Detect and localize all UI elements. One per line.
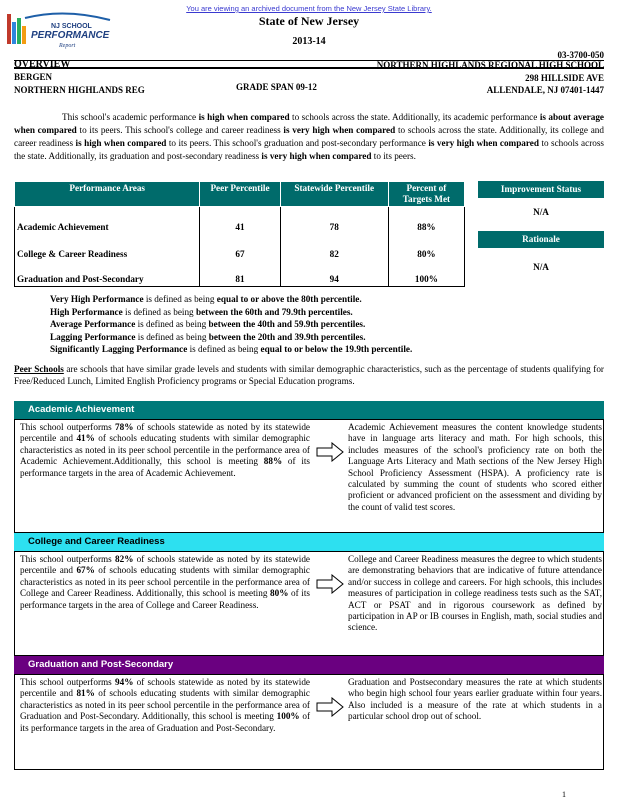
section-left-run: of schools educating students with similar demographic characteristics as noted in its peer school percentile in the performance area of Graduation and Post-Secondary. Additionally, this school is meeting: [20, 688, 310, 722]
definition-line: Significantly Lagging Performance is defined as being equal to or below the 19.9th percentile.: [50, 344, 413, 354]
grade-span: GRADE SPAN 09-12: [236, 82, 317, 92]
improvement-status-value: N/A: [533, 207, 549, 217]
section-right-text: College and Career Readiness measures the degree to which students are demonstrating behaviors that are indicative of future attendance and/or success in college and careers. For high schools, this includes measures of participation in college readiness tests such as the SAT, ACT or PSAT and in rigorous coursework as defined by participation in AP or IB courses in English, math, social studies and science.: [348, 554, 602, 633]
section-left-run: 41%: [76, 433, 95, 444]
section-left-text: [20, 554, 310, 611]
peer-schools-note: Peer Schools are schools that have similar grade levels and students with similar demographic characteristics, such as the percentage of students qualifying for Free/Reduced Lunch, Limited English Proficiency programs or Special Education programs.: [14, 364, 604, 386]
performance-table: [14, 181, 465, 287]
col-header-peer: Peer Percentile: [200, 182, 280, 207]
section-left-run: 67%: [76, 565, 95, 576]
col-header-areas: Performance Areas: [15, 182, 200, 207]
section-left-run: of schools statewide as noted by its statewide percentile and: [20, 422, 310, 444]
section-left-run: 94%: [115, 677, 134, 687]
section-left-text: [20, 677, 310, 734]
definition-line: Very High Performance is defined as being equal to or above the 80th percentile.: [50, 294, 362, 304]
summary-run: This school's academic performance: [62, 112, 199, 122]
section-left-run: of schools statewide as noted by its statewide percentile and: [20, 554, 310, 576]
cell-statewide: 82: [280, 234, 388, 261]
definition-line: High Performance is defined as being between the 60th and 79.9th percentiles.: [50, 306, 353, 317]
definition-line: Lagging Performance is defined as being between the 20th and 39.9th percentiles.: [50, 331, 366, 342]
cell-targets: 80%: [388, 234, 464, 261]
school-year: 2013-14: [292, 36, 326, 47]
summary-run: is high when compared: [198, 112, 290, 122]
section-left-run: This school outperforms: [20, 422, 116, 432]
summary-run: to schools across the state. Additionally, its academic performance: [289, 112, 540, 122]
street-address: 298 HILLSIDE AVE: [525, 73, 604, 83]
cell-peer: 81: [200, 261, 280, 287]
section-left-run: of its performance targets in the area of Graduation and Post-Secondary.: [20, 711, 311, 733]
col-header-statewide: Statewide Percentile: [280, 182, 388, 207]
school-code: 03-3700-050: [557, 50, 604, 60]
right-arrow-icon: [316, 574, 344, 594]
logo-line1: NJ SCHOOL: [51, 23, 92, 30]
logo-line3: Report: [59, 43, 76, 49]
section-header-academic: Academic Achievement: [14, 401, 604, 419]
rationale-value: N/A: [533, 262, 549, 272]
summary-run: is high when compared: [75, 138, 167, 148]
summary-run: is very high when compared: [261, 151, 372, 161]
school-name: NORTHERN HIGHLANDS REGIONAL HIGH SCHOOL: [376, 60, 604, 70]
section-left-run: of its performance targets in the area of Academic Achievement.: [20, 456, 310, 478]
section-left-run: 80%: [270, 588, 289, 599]
cell-peer: 67: [200, 234, 280, 261]
performance-definitions: [50, 293, 412, 356]
improvement-status-header: Improvement Status: [478, 181, 604, 198]
section-left-run: of schools statewide as noted by its statewide percentile and: [20, 677, 310, 699]
section-right-text: Academic Achievement measures the content knowledge students have in language arts literacy and math. For high schools, this includes measures of the school's proficiency rate on both the Language Arts Literacy and Math sections of the New Jersey High School Proficiency Assessment (HSPA). A proficiency rate is calculated by summing the count of students who scored either proficient or advanced proficient on the assessment and dividing by the count of valid test scores.: [348, 422, 602, 512]
right-arrow-icon: [316, 697, 344, 717]
logo-line2: PERFORMANCE: [31, 30, 110, 41]
section-right-text: Graduation and Postsecondary measures the rate at which students who begin high school four years earlier graduate within four years. Also included is a measure of the rate at which students in a particular school drop out of school.: [348, 677, 602, 722]
page-number: 1: [562, 790, 566, 799]
cell-targets: 100%: [388, 261, 464, 287]
col-header-targets: Percent of Targets Met: [388, 182, 464, 207]
table-row: [15, 207, 465, 234]
performance-summary: [14, 111, 604, 163]
county-name: BERGEN: [14, 72, 53, 82]
definition-line: Average Performance is defined as being between the 40th and 59.9th percentiles.: [50, 319, 366, 329]
summary-run: to its peers. This school's college and career readiness: [76, 125, 284, 135]
cell-area: Graduation and Post-Secondary: [15, 261, 200, 287]
overview-heading: OVERVIEW: [14, 59, 71, 70]
section-left-run: 100%: [276, 711, 300, 722]
city-address: ALLENDALE, NJ 07401-1447: [486, 85, 604, 95]
district-name: NORTHERN HIGHLANDS REG: [14, 85, 145, 95]
summary-run: is very high when compared: [283, 125, 396, 135]
cell-statewide: 78: [280, 207, 388, 234]
section-box-academic: [14, 419, 604, 533]
section-left-run: 88%: [263, 456, 283, 467]
section-left-run: 78%: [115, 422, 134, 432]
summary-run: is about average when compared: [14, 112, 604, 135]
summary-run: to its peers. This school's graduation and post-secondary performance: [166, 138, 429, 148]
section-box-graduation: [14, 674, 604, 770]
archive-notice-link[interactable]: You are viewing an archived document from the New Jersey State Library.: [186, 4, 432, 13]
cell-area: Academic Achievement: [15, 207, 200, 234]
section-left-run: 81%: [76, 688, 95, 699]
section-left-run: of its performance targets in the area of College and Career Readiness.: [20, 588, 310, 610]
section-header-college: College and Career Readiness: [14, 533, 604, 551]
summary-run: to its peers.: [371, 151, 416, 161]
section-left-run: of schools educating students with similar demographic characteristics as noted in its peer school percentile in the performance area of Academic Achievement.Additionally, this school is meeting: [20, 433, 310, 467]
section-box-college: [14, 551, 604, 656]
section-left-run: 82%: [115, 554, 134, 564]
cell-area: College & Career Readiness: [15, 234, 200, 261]
summary-run: to schools across the state. Additionally, its graduation and post-secondary readiness: [14, 138, 604, 161]
table-row: [15, 234, 465, 261]
section-left-run: This school outperforms: [20, 554, 116, 564]
state-title: State of New Jersey: [258, 14, 360, 28]
section-left-text: [20, 422, 310, 479]
section-left-run: This school outperforms: [20, 677, 116, 687]
right-arrow-icon: [316, 442, 344, 462]
summary-run: to schools across the state. Additionally, its college and career readiness: [14, 125, 604, 148]
table-row: [15, 261, 465, 287]
summary-run: is very high when compared: [428, 138, 539, 148]
cell-peer: 41: [200, 207, 280, 234]
section-header-graduation: Graduation and Post-Secondary: [14, 656, 604, 674]
rationale-header: Rationale: [478, 231, 604, 248]
section-left-run: of schools educating students with similar demographic characteristics as noted in its peer school percentile in the performance area of College and Career Readiness. Additionally, this school is meeting: [20, 565, 310, 599]
cell-targets: 88%: [388, 207, 464, 234]
peer-schools-label: Peer Schools: [14, 364, 64, 374]
cell-statewide: 94: [280, 261, 388, 287]
